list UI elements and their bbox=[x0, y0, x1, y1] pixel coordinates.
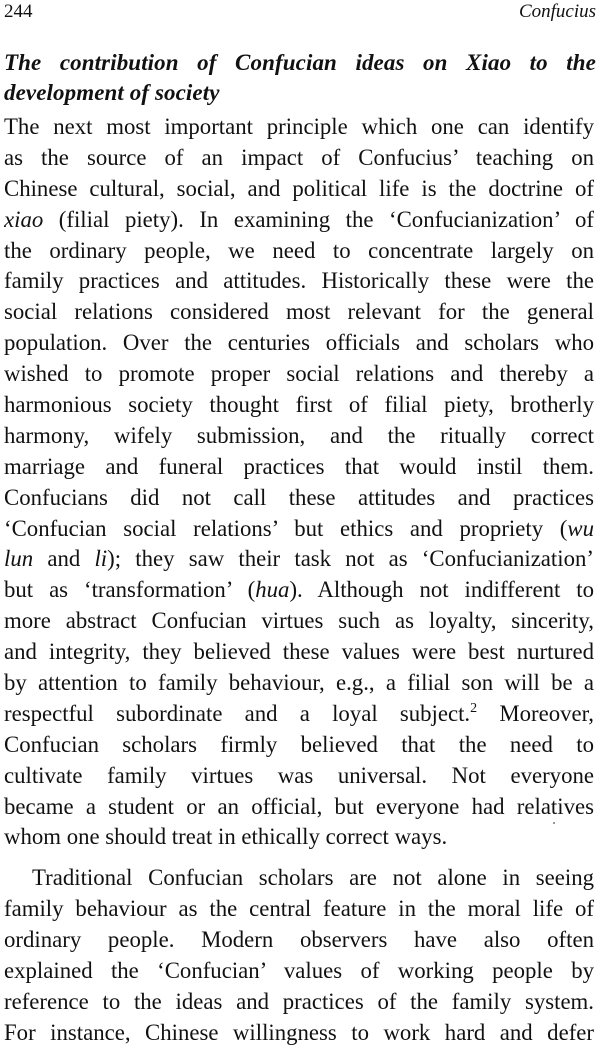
text-line: explained the ‘Confucian’ values of working people by bbox=[4, 958, 594, 984]
section-heading bbox=[4, 48, 596, 108]
text-line: harmony, wifely submission, and the ritually correct bbox=[4, 422, 594, 448]
text-line: Confucians did not call these attitudes and practices bbox=[4, 484, 594, 510]
text-line: reference to the ideas and practices of the family system. bbox=[4, 988, 594, 1014]
text-line: population. Over the centuries officials and scholars who bbox=[4, 330, 594, 356]
body-text bbox=[4, 112, 594, 1049]
page-number: 244 bbox=[4, 1, 33, 22]
text-line bbox=[4, 514, 594, 545]
text-line: more abstract Confucian virtues such as loyalty, sincerity, bbox=[4, 608, 594, 634]
text-run: ); they saw their task not as ‘Confucianization’ bbox=[107, 546, 594, 572]
text-run: Moreover, bbox=[477, 700, 594, 726]
text-line: as the source of an impact of Confucius’ teaching on bbox=[4, 144, 594, 170]
text-line: wished to promote proper social relations and thereby a bbox=[4, 361, 594, 387]
section-heading-line: The contribution of Confucian ideas on Xiao to the bbox=[4, 50, 596, 75]
text-line: marriage and funeral practices that would instil them. bbox=[4, 453, 594, 479]
text-line: social relations considered most relevant for the general bbox=[4, 299, 594, 325]
text-line bbox=[4, 699, 594, 730]
text-run: ). Although not indifferent to bbox=[289, 577, 594, 603]
section-heading-line: development of society bbox=[4, 80, 220, 105]
text-line: The next most important principle which one can identify bbox=[4, 114, 594, 139]
text-line: Confucian scholars firmly believed that the need to bbox=[4, 731, 594, 757]
text-line bbox=[4, 575, 594, 606]
text-run: but as ‘transformation’ ( bbox=[4, 577, 256, 603]
text-line bbox=[4, 205, 594, 236]
scan-speck bbox=[553, 822, 555, 824]
italic-term: lun bbox=[4, 546, 34, 572]
text-line: family behaviour as the central feature in the moral life of bbox=[4, 896, 594, 922]
text-run: and bbox=[33, 546, 95, 572]
text-line: and integrity, they believed these values were best nurtured bbox=[4, 639, 594, 665]
text-line: the ordinary people, we need to concentrate largely on bbox=[4, 237, 594, 263]
text-line: by attention to family behaviour, e.g., a filial son will be a bbox=[4, 670, 594, 696]
text-line: whom one should treat in ethically correct ways. bbox=[4, 824, 448, 850]
text-line: became a student or an official, but everyone had relatives bbox=[4, 793, 594, 819]
text-line: cultivate family virtues was universal. Not everyone bbox=[4, 762, 594, 788]
running-title: Confucius bbox=[518, 1, 596, 22]
footnote-marker[interactable]: 2 bbox=[470, 700, 478, 716]
paragraph-2 bbox=[4, 863, 594, 1048]
running-head bbox=[4, 0, 596, 26]
text-line: family practices and attitudes. Historically these were the bbox=[4, 268, 594, 294]
text-line: For instance, Chinese willingness to work hard and defer bbox=[4, 1019, 594, 1045]
text-line: Chinese cultural, social, and political life is the doctrine of bbox=[4, 175, 594, 201]
text-run: respectful subordinate and a loyal subject. bbox=[4, 700, 471, 726]
italic-term: hua bbox=[255, 577, 290, 603]
italic-term: li bbox=[94, 546, 108, 572]
text-run: ‘Confucian social relations’ but ethics and propriety ( bbox=[4, 515, 568, 541]
italic-term: xiao bbox=[4, 206, 44, 232]
text-line: harmonious society thought first of filial piety, brotherly bbox=[4, 392, 594, 418]
text-line bbox=[4, 544, 594, 575]
paragraph-gap bbox=[4, 853, 594, 863]
italic-term: wu bbox=[567, 515, 594, 541]
text-line: ordinary people. Modern observers have also often bbox=[4, 927, 594, 953]
text-line: Traditional Confucian scholars are not alone in seeing bbox=[32, 865, 594, 891]
text-run: (filial piety). In examining the ‘Confucianization’ of bbox=[43, 206, 594, 232]
paragraph-1 bbox=[4, 112, 594, 853]
